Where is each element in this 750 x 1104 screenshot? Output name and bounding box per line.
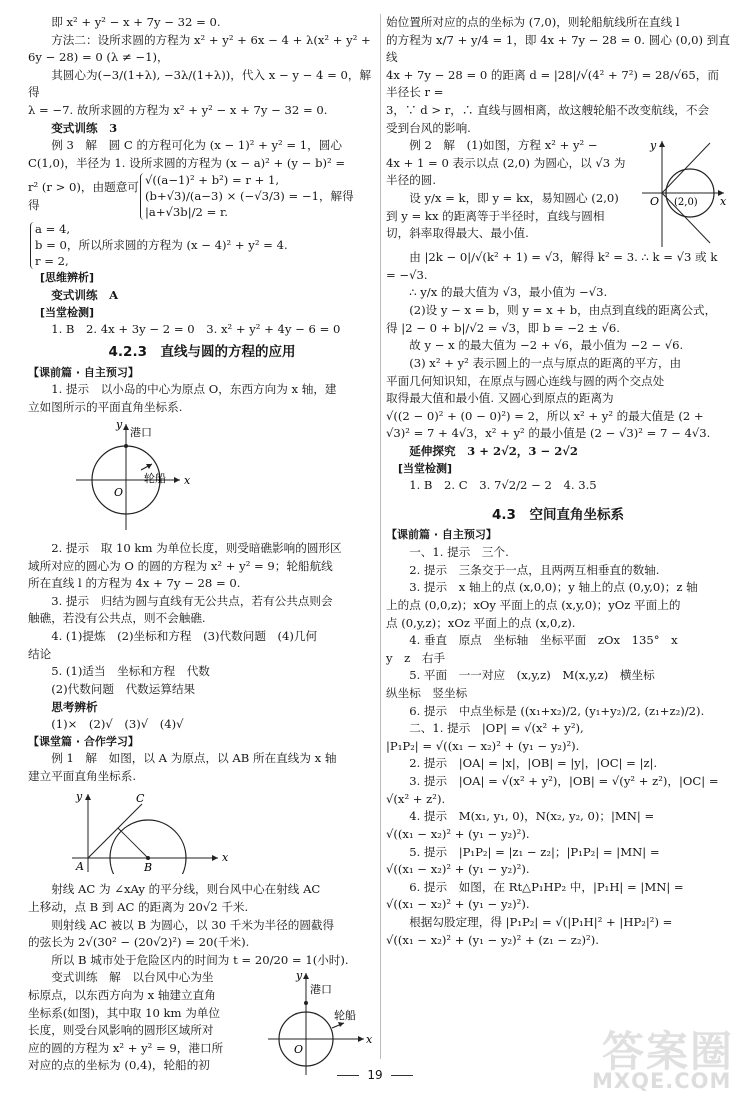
- text-line: 方法二：设所求圆的方程为 x² + y² + 6x − 4 + λ(x² + y² + 6y − 28) = 0 (λ ≠ −1)，: [28, 32, 371, 65]
- variant-training-label: 变式训练 A: [51, 288, 119, 303]
- text-line: 即 x² + y² − x + 7y − 32 = 0.: [51, 15, 221, 29]
- text-line: 纵坐标 竖坐标: [386, 686, 468, 701]
- tangent-circle-figure: [638, 137, 730, 249]
- equation: (b+√3)/(a−3) × (−√3/3) = −1，解得: [145, 189, 354, 204]
- text-line: 上的点 (0,0,z)；xOy 平面上的点 (x,y,0)；yOz 平面上的: [386, 597, 681, 612]
- text-line: √(x² + z²).: [386, 791, 446, 806]
- text-line: √((x₁ − x₂)² + (y₁ − y₂)² + (z₁ − z₂)²).: [386, 932, 599, 947]
- text-line: 的弦长为 2√(30² − (20√2)²) = 20(千米).: [28, 935, 250, 950]
- equation: b = 0，所以所求圆的方程为 (x − 4)² + y² = 4.: [35, 238, 288, 253]
- left-column: [28, 14, 376, 1077]
- text-line: 4. (1)提炼 (2)坐标和方程 (3)代数问题 (4)几何: [51, 629, 318, 644]
- text-line: |P₁P₂| = √((x₁ − x₂)² + (y₁ − y₂)²).: [386, 738, 580, 753]
- text-line: √((x₁ − x₂)² + (y₁ − y₂)²).: [386, 862, 530, 877]
- dash-right: [391, 1075, 413, 1076]
- y-axis-arrow: [303, 973, 309, 979]
- text-line: 对应的点的坐标为 (0,4)，轮船的初: [28, 1058, 210, 1073]
- text-line: 4. 垂直 原点 坐标轴 坐标平面 zOx 135° x: [409, 633, 678, 648]
- port-label: 港口: [310, 983, 332, 997]
- island-port-figure: [68, 418, 268, 532]
- typhoon-figure: [68, 788, 268, 874]
- text-line: 应的圆的方程为 x² + y² = 9，港口所: [28, 1040, 224, 1055]
- text-line: 2. 提示 取 10 km 为单位长度，则受暗礁影响的圆形区: [51, 541, 342, 556]
- text-line: 建立平面直角坐标系.: [28, 769, 137, 784]
- text-line: 得 |2 − 0 + b|/√2 = √3，即 b = −2 ± √6.: [386, 320, 620, 335]
- text-line: 6. 提示 中点坐标是 ((x₁+x₂)/2, (y₁+y₂)/2, (z₁+z₂)/2).: [409, 703, 705, 718]
- port-point: [124, 444, 128, 448]
- text-line: (3) x² + y² 表示圆上的一点与原点的距离的平方，由: [409, 355, 682, 370]
- section-title: 4.2.3 直线与圆的方程的应用: [108, 343, 296, 360]
- x-axis-arrow: [174, 477, 180, 483]
- text-line: 例 2 解 (1)如图，方程 x² + y² −: [409, 138, 598, 153]
- x-axis-arrow: [358, 1036, 364, 1042]
- text-line: √((x₁ − x₂)² + (y₁ − y₂)²).: [386, 897, 530, 912]
- section-bar: 【课堂篇 · 合作学习】: [28, 734, 139, 748]
- text-line: 5. 提示 |P₁P₂| = |z₁ − z₂|；|P₁P₂| = |MN| =: [409, 844, 660, 859]
- port-label: 港口: [130, 426, 152, 440]
- text-line: 坐标系(如图)，其中取 10 km 为单位: [28, 1005, 220, 1020]
- text-line: 结论: [28, 646, 52, 661]
- text-line: 其圆心为(−3/(1+λ), −3λ/(1+λ))，代入 x − y − 4 = 0，解得: [28, 67, 372, 100]
- extension-answer: 延伸探究 3 + 2√2，3 − 2√2: [409, 443, 578, 458]
- y-axis-arrow: [85, 794, 91, 800]
- x-label: x: [184, 474, 191, 488]
- x-label: x: [720, 195, 727, 209]
- section-bar: 【课前篇 · 自主预习】: [386, 528, 497, 542]
- y-label: y: [296, 969, 303, 983]
- ship-label: 轮船: [334, 1009, 356, 1023]
- center-label: (2,0): [674, 197, 698, 209]
- text-line: 所在直线 l 的方程为 4x + 7y − 28 = 0.: [28, 576, 241, 591]
- text-line: 3，∵ d > r，∴ 直线与圆相离，故这艘轮船不改变航线，不会: [386, 103, 710, 118]
- ray-ac: [88, 804, 142, 858]
- origin-label: O: [650, 195, 660, 209]
- text-line: 4x + 7y − 28 = 0 的距离 d = |28|/√(4² + 7²) = 28/√65，而半径长 r =: [386, 67, 719, 100]
- column-divider: [380, 14, 381, 1059]
- text-line: 2. 提示 |OA| = |x|，|OB| = |y|，|OC| = |z|.: [409, 756, 658, 771]
- text-line: ∴ y/x 的最大值为 √3，最小值为 −√3.: [409, 285, 608, 300]
- subheading: 思考辨析: [51, 699, 98, 714]
- text-line: 始位置所对应的点的坐标为 (7,0)，则轮船航线所在直线 l: [386, 15, 680, 29]
- text-line: 立如图所示的平面直角坐标系.: [28, 399, 183, 414]
- text-line: √3)² = 7 + 4√3，x² + y² 的最小值是 (2 − √3)² = 7 − 4√3.: [386, 426, 711, 441]
- port-point: [304, 1001, 308, 1005]
- text-line: 所以 B 城市处于危险区内的时间为 t = 20/20 = 1(小时).: [51, 952, 349, 967]
- text-line: 二、1. 提示 |OP| = √(x² + y²),: [409, 721, 584, 736]
- y-label: y: [650, 139, 657, 153]
- text-line: 由 |2k − 0|/√(k² + 1) = √3，解得 k² = 3. ∴ k = √3 或 k = −√3.: [386, 250, 718, 282]
- text-line: 的方程为 x/7 + y/4 = 1，即 4x + 7y − 28 = 0. 圆心 (0,0) 到直线: [386, 32, 730, 65]
- text-line: 6. 提示 如图，在 Rt△P₁HP₂ 中，|P₁H| = |MN| =: [409, 879, 684, 894]
- text-line: 故 y − x 的最大值为 −2 + √6，最小值为 −2 − √6.: [409, 338, 684, 353]
- answer-line: 1. B 2. C 3. 7√2/2 − 2 4. 3.5: [409, 478, 597, 493]
- dash-left: [337, 1075, 359, 1076]
- watermark-bottom: MXQE.COM: [592, 1069, 732, 1094]
- x-label: x: [222, 850, 229, 864]
- text-line: 域所对应的圆心为 O 的圆的方程为 x² + y² = 9；轮船航线: [28, 558, 333, 573]
- variant-training-label: 变式训练 3: [51, 120, 118, 135]
- text-line: 2. 提示 三条交于一点，且两两互相垂直的数轴.: [409, 562, 660, 577]
- text-line: (2)代数问题 代数运算结果: [51, 681, 196, 696]
- text-line: 则射线 AC 被以 B 为圆心，以 30 千米为半径的圆截得: [51, 917, 335, 932]
- origin-label: O: [294, 1043, 304, 1057]
- x-axis-arrow: [212, 855, 218, 861]
- x-label: x: [366, 1033, 373, 1047]
- text-line: 长度，则受台风影响的圆形区域所对: [28, 1023, 214, 1038]
- text-line: 例 3 解 圆 C 的方程可化为 (x − 1)² + y² = 1，圆心: [51, 138, 342, 153]
- text-line: 4. 提示 M(x₁, y₁, 0)，N(x₂, y₂, 0)；|MN| =: [409, 809, 655, 824]
- text-line: 一、1. 提示 三个.: [409, 545, 509, 560]
- text-line: 射线 AC 为 ∠xAy 的平分线，则台风中心在射线 AC: [51, 882, 321, 897]
- system-brace: [140, 173, 354, 220]
- text-line: C(1,0)，半径为 1. 设所求圆的方程为 (x − a)² + (y − b)² =: [28, 155, 346, 170]
- text-line: 到 y = kx 的距离等于半径时，直线与圆相: [386, 208, 605, 223]
- equation-system: [28, 173, 376, 220]
- example-2-text: [386, 137, 638, 249]
- equation: |a+√3b|/2 = r.: [145, 204, 228, 219]
- equation: r = 2,: [35, 253, 69, 268]
- text-line: 5. 平面 一一对应 (x,y,z) M(x,y,z) 横坐标: [409, 668, 655, 683]
- text-line: 上移动，点 B 到 AC 的距离为 20√2 千米.: [28, 899, 249, 914]
- variant-training-block: [28, 969, 376, 1077]
- page-number-text: 19: [367, 1068, 383, 1082]
- text-line: 触礁，若没有公共点，则不会触礁.: [28, 611, 206, 626]
- text-line: (2)设 y − x = b，则 y = x + b，由点到直线的距离公式，: [409, 303, 717, 318]
- text-line: 设 y/x = k，即 y = kx，易知圆心 (2,0): [409, 191, 619, 206]
- watermark-logo: [592, 1020, 742, 1098]
- text-line: 标原点，以东西方向为 x 轴建立直角: [28, 987, 216, 1002]
- section-title: 4.3 空间直角坐标系: [492, 506, 624, 523]
- y-label: y: [116, 418, 123, 432]
- section-bar: 【课前篇 · 自主预习】: [28, 365, 139, 379]
- equation: a = 4,: [35, 222, 71, 237]
- subheading: [当堂检测]: [398, 461, 453, 475]
- text-line: 3. 提示 x 轴上的点 (x,0,0)；y 轴上的点 (0,y,0)；z 轴: [409, 580, 698, 595]
- text-line: 例 1 解 如图，以 A 为原点，以 AB 所在直线为 x 轴: [51, 751, 337, 766]
- subheading: [当堂检测]: [40, 305, 95, 319]
- example-2-block: [386, 137, 730, 249]
- perpendicular: [118, 828, 148, 858]
- c-label: C: [136, 791, 145, 805]
- y-axis-arrow: [659, 141, 665, 147]
- ship-label: 轮船: [144, 472, 166, 486]
- watermark-top: 答案圈: [602, 1027, 735, 1076]
- text-line: 变式训练 解 以台风中心为坐: [51, 970, 214, 985]
- point-b: [146, 856, 150, 860]
- text-line: y z 右手: [386, 650, 446, 665]
- tangent-upper: [662, 143, 710, 193]
- solution-system: [30, 222, 288, 269]
- text-line: 半径的圆.: [386, 173, 437, 188]
- variant-training-text: [28, 969, 264, 1077]
- text-line: √((x₁ − x₂)² + (y₁ − y₂)²).: [386, 826, 530, 841]
- text-line: 取得最大值和最小值. 又圆心到原点的距离为: [386, 391, 614, 406]
- text-line: 切，斜率取得最大、最小值.: [386, 226, 529, 241]
- b-label: B: [144, 860, 153, 874]
- answer-line: 1. B 2. 4x + 3y − 2 = 0 3. x² + y² + 4y − 6 = 0: [51, 322, 341, 337]
- right-column: [386, 14, 730, 949]
- text-line: 4x + 1 = 0 表示以点 (2,0) 为圆心，以 √3 为: [386, 155, 626, 170]
- text-line: 根据勾股定理，得 |P₁P₂| = √(|P₁H|² + |HP₂|²) =: [409, 914, 673, 929]
- text-line: λ = −7. 故所求圆的方程为 x² + y² − x + 7y − 32 = 0.: [28, 103, 328, 118]
- y-axis-arrow: [123, 424, 129, 430]
- y-label: y: [76, 789, 83, 803]
- text-line: 点 (0,y,z)；xOz 平面上的点 (x,0,z).: [386, 615, 576, 630]
- text-line: 3. 提示 归结为圆与直线有无公共点，若有公共点则会: [51, 593, 333, 608]
- text-line: 1. 提示 以小岛的中心为原点 O，东西方向为 x 轴，建: [51, 382, 337, 397]
- text-line: √((2 − 0)² + (0 − 0)²) = 2，所以 x² + y² 的最大值是 (2 +: [386, 408, 704, 423]
- answer-line: (1)× (2)√ (3)√ (4)√: [51, 717, 184, 732]
- equation: √((a−1)² + b²) = r + 1,: [145, 173, 280, 188]
- text-line: 受到台风的影响.: [386, 120, 471, 135]
- subheading: [思维辨析]: [40, 271, 95, 285]
- text-line: 5. (1)适当 坐标和方程 代数: [51, 664, 210, 679]
- origin-label: O: [114, 486, 124, 500]
- text-line: 3. 提示 |OA| = √(x² + y²)，|OB| = √(y² + z²)，|OC| =: [409, 774, 719, 789]
- a-label: A: [76, 859, 84, 873]
- text-line: 平面几何知识知，在原点与圆心连线与圆的两个交点处: [386, 373, 665, 388]
- typhoon-port-figure: [264, 969, 376, 1077]
- text-line: r² (r > 0)，由题意可得: [28, 180, 139, 212]
